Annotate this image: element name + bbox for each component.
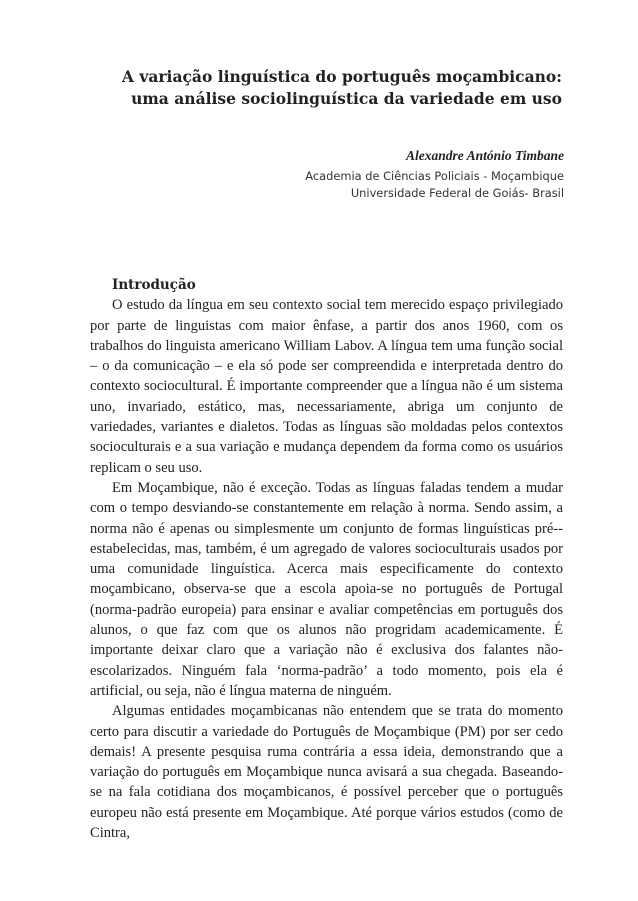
title-line-1: A variação linguística do português moçambicano: [121,67,562,86]
paper-title [0,66,562,110]
author-affiliation-2: Universidade Federal de Goiás- Brasil [350,186,564,200]
section-heading: Introdução [112,277,196,293]
author-name: Alexandre António Timbane [405,148,564,163]
author-block [305,146,564,202]
paragraph-2: Em Moçambique, não é exceção. Todas as línguas faladas tendem a mudar com o tempo desviando-se constantemente em relação à norma. Sendo assim, a norma não é apenas ou simplesmente um conjunto de formas linguísticas pré--estabelecidas, mas, também, é um agregado de valores socioculturais usados por uma comunidade linguística. Acerca mais especificamente do contexto moçambicano, observa-se que a escola apoia-se no português de Portugal (norma-padrão europeia) para ensinar e avaliar competências em português dos alunos, o que faz com que os alunos não progridam academicamente. É importante deixar claro que a variação não é exclusiva dos falantes não-escolarizados. Ninguém fala ‘norma-padrão’ a todo momento, pois ela é artificial, ou seja, não é língua materna de ninguém. [90,479,563,699]
paragraph-1: O estudo da língua em seu contexto social tem merecido espaço privilegiado por parte de linguistas com maior ênfase, a partir dos anos 1960, com os trabalhos do linguista americano William Labov. A língua tem uma função social – o da comunicação – e ela só pode ser compreendida e interpretada dentro do contexto sociocultural. É importante compreender que a língua não é um sistema uno, invariado, estático, mas, necessariamente, abriga um conjunto de variedades, variantes e dialetos. Todas as línguas são moldadas pelos contextos socioculturais e a sua variação e mudança dependem da forma como os usuários replicam o seu uso. [90,297,563,476]
author-affiliation-1: Academia de Ciências Policiais - Moçambique [305,169,564,183]
section-body [90,275,563,843]
title-line-2: uma análise sociolinguística da variedade em uso [131,89,562,108]
paragraph-3: Algumas entidades moçambicanas não entendem que se trata do momento certo para discutir a variedade do Português de Moçambique (PM) por ser cedo demais! A presente pesquisa ruma contrária a essa ideia, demonstrando que a variação do português em Moçambique nunca avisará a sua chegada. Baseando-se na fala cotidiana dos moçambicanos, é possível perceber que o português europeu não está presente em Moçambique. Até porque vários estudos (como de Cintra, [90,703,563,842]
